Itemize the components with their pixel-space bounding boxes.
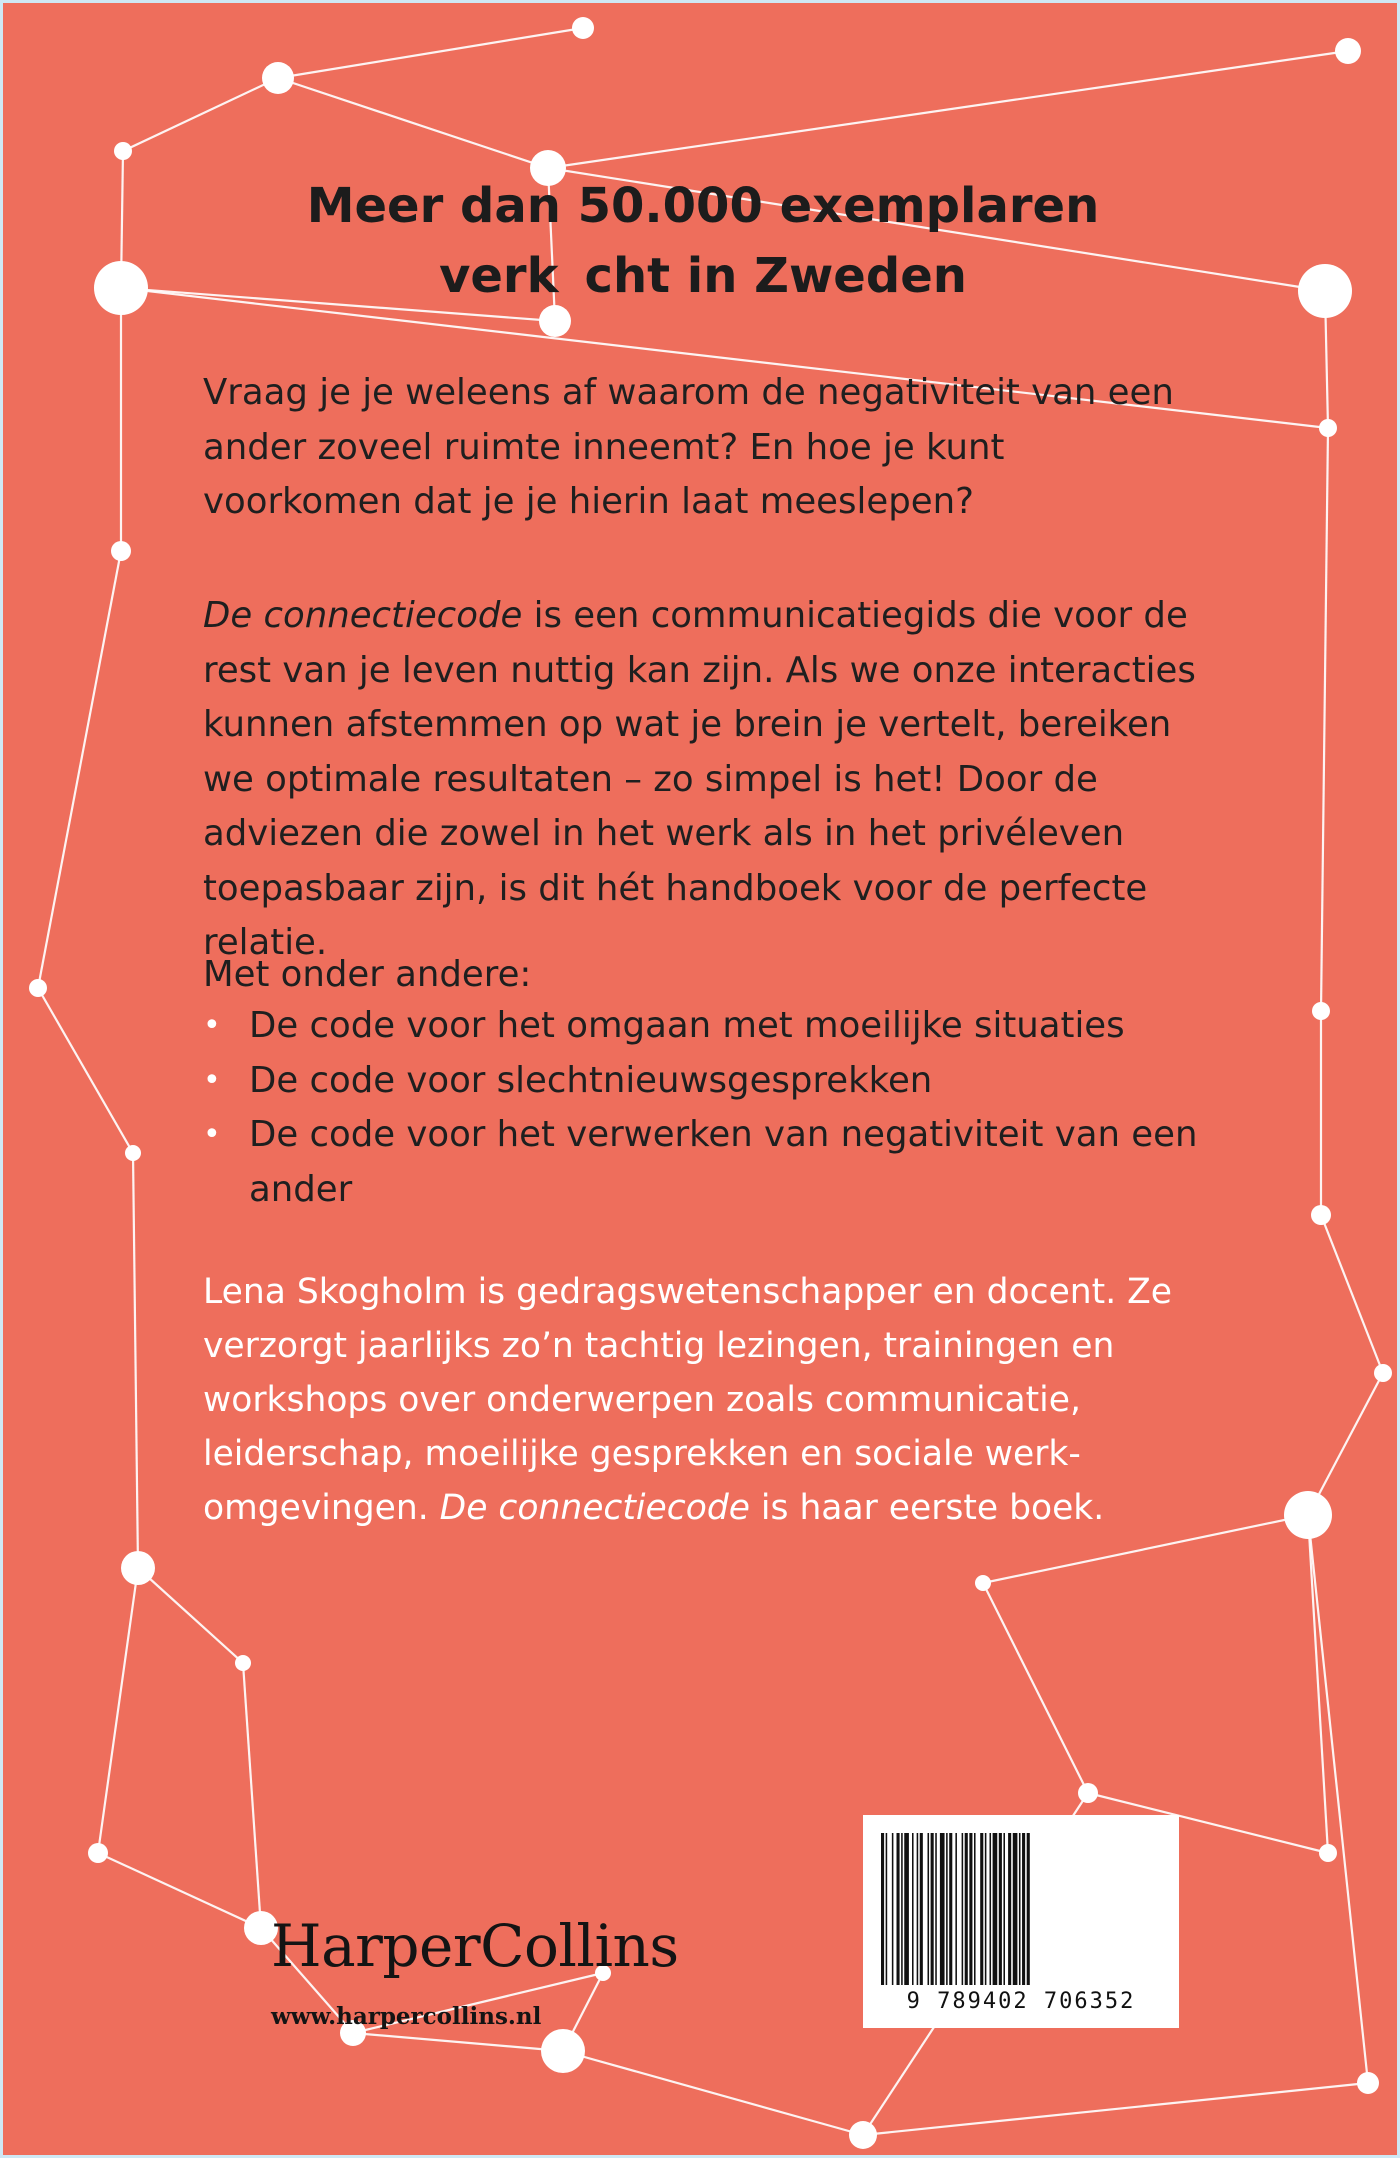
network-line [138, 1568, 243, 1663]
network-node [1357, 2072, 1379, 2094]
isbn-number: 9 789402 706352 [906, 1989, 1136, 2014]
barcode-bar [1013, 1833, 1018, 1985]
barcode-bar [962, 1833, 964, 1985]
network-node [1319, 1844, 1337, 1862]
barcode-bar [901, 1833, 903, 1985]
barcode-bar [946, 1833, 948, 1985]
barcode-bar [965, 1833, 968, 1985]
network-node [1312, 1002, 1330, 1020]
network-node [114, 142, 132, 160]
book-title-italic: De connectiecode [203, 595, 523, 636]
list-item: • De code voor het verwerken van negativiteit van een ander [203, 1108, 1203, 1217]
network-node [94, 261, 148, 315]
barcode-bar [1022, 1833, 1025, 1985]
barcode-bar [969, 1833, 972, 1985]
barcode-bar [1003, 1833, 1005, 1985]
network-node [1335, 38, 1361, 64]
network-node [572, 17, 594, 39]
network-node [1311, 1205, 1331, 1225]
list-intro: Met onder andere: [203, 954, 532, 995]
barcode-bar [993, 1833, 998, 1985]
network-node [111, 541, 131, 561]
barcode-bar [999, 1833, 1002, 1985]
barcode-bar [917, 1833, 919, 1985]
network-line [38, 988, 133, 1153]
list-item: • De code voor het omgaan met moeilijke situaties [203, 999, 1203, 1054]
publisher-website: www.harpercollins.nl [271, 2003, 542, 2030]
network-line [863, 2083, 1368, 2135]
description-paragraph: De connectiecode is een communicatiegids die voor de rest van je leven nuttig kan zijn. Als we onze interacties kunnen afstemmen op wat je brein je vertelt, bereiken we optimale resultaten – zo simpel is het! Door de adviezen die zowel in het werk als in het privéleven toepasbaar zijn, is dit hét handboek voor de perfecte relatie. [203, 595, 1196, 963]
bullet-list [203, 999, 1203, 1217]
headline [203, 171, 1203, 311]
headline-line-2: verk cht in Zweden [439, 248, 967, 304]
barcode-bar [928, 1833, 930, 1985]
network-node [1298, 264, 1352, 318]
network-node [1374, 1364, 1392, 1382]
barcode-bar [949, 1833, 952, 1985]
barcode-bar [1008, 1833, 1011, 1985]
network-node [29, 979, 47, 997]
network-line [278, 28, 583, 78]
publisher-logo: HarperCollins [271, 1912, 679, 1980]
network-line [1321, 428, 1328, 1011]
network-line [353, 2033, 563, 2051]
barcode-bar [904, 1833, 909, 1985]
network-line [123, 78, 278, 151]
barcode-bar [912, 1833, 914, 1985]
network-node [1078, 1783, 1098, 1803]
barcode-bar [935, 1833, 937, 1985]
network-line [133, 1153, 138, 1568]
headline-line-1: Meer dan 50.000 exemplaren [306, 178, 1100, 234]
barcode-bar [931, 1833, 934, 1985]
network-line [98, 1568, 138, 1853]
book-title-italic: De connectiecode [439, 1488, 750, 1528]
barcode-bar [881, 1833, 884, 1985]
network-node [121, 1551, 155, 1585]
network-node [975, 1575, 991, 1591]
network-node [235, 1655, 251, 1671]
network-node [541, 2029, 585, 2073]
intro-paragraph: Vraag je je weleens af waarom de negativiteit van een ander zoveel ruimte inneemt? En hoe je kunt voorkomen dat je je hierin laat meeslepen? [203, 372, 1174, 522]
barcode-bar [920, 1833, 923, 1985]
barcode-bar [940, 1833, 945, 1985]
author-bio: Lena Skogholm is gedragswetenschapper en docent. Ze verzorgt jaarlijks zo’n tachtig lezingen, trainingen en workshops over onderwerpen zoals communicatie, leiderschap, moeilijke gesprekken en sociale werk-omgevingen. De connectiecode is haar eerste boek. [203, 1272, 1172, 1528]
network-line [1308, 1373, 1383, 1515]
barcode-bar [980, 1833, 983, 1985]
network-line [1321, 1215, 1383, 1373]
network-node [849, 2121, 877, 2149]
network-node [88, 1843, 108, 1863]
network-node [1319, 419, 1337, 437]
barcode-bar [886, 1833, 888, 1985]
barcode [863, 1815, 1179, 2028]
barcode-bar [955, 1833, 957, 1985]
barcode-bar [985, 1833, 987, 1985]
barcode-bar [1019, 1833, 1021, 1985]
network-line [548, 51, 1348, 168]
barcode-bar [897, 1833, 900, 1985]
network-line [98, 1853, 261, 1928]
barcode-bar [892, 1833, 894, 1985]
network-line [1308, 1515, 1368, 2083]
barcode-bar [974, 1833, 976, 1985]
network-node [125, 1145, 141, 1161]
network-line [38, 551, 121, 988]
network-line [983, 1583, 1088, 1793]
barcode-bar [990, 1833, 992, 1985]
network-line [278, 78, 548, 168]
network-node [1284, 1491, 1332, 1539]
list-item: • De code voor slechtnieuwsgesprekken [203, 1054, 1203, 1109]
barcode-bar [1027, 1833, 1030, 1985]
network-line [243, 1663, 261, 1928]
network-node [262, 62, 294, 94]
network-line [563, 2051, 863, 2135]
